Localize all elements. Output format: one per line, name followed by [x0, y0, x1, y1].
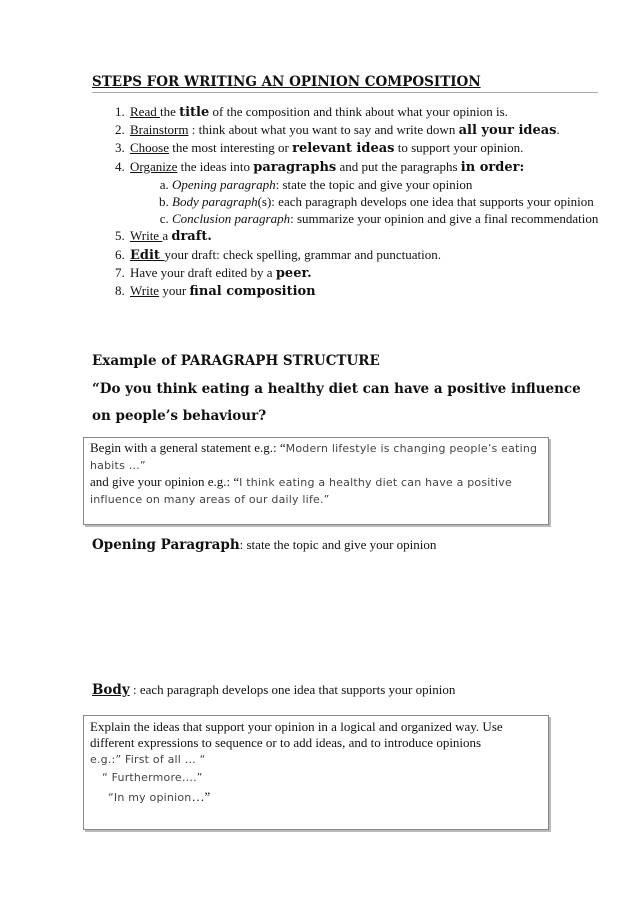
- general-statement-line: Begin with a general statement e.g.: “Modern lifestyle is changing people’s eating habits …”: [90, 440, 538, 472]
- list-item: 4. Organize the ideas into paragraphs and put the paragraphs in order: a. Opening paragraph: state the topic and give your opinion b. Body paragraph(s): each paragraph develops one idea that supports your opinion c. Conclusion paragraph: summarize your opinion and give a final recommendation: [128, 158, 628, 228]
- list-item: b. Body paragraph(s): each paragraph develops one idea that supports your opinion: [172, 193, 628, 210]
- list-item: 1. Read the title of the composition and think about what your opinion is.: [128, 103, 628, 121]
- steps-list: [92, 103, 628, 300]
- opinion-line: and give your opinion e.g.: “I think eating a healthy diet can have a positive influence on many areas of our daily life.”: [90, 474, 512, 506]
- list-item: a. Opening paragraph: state the topic and give your opinion: [172, 176, 628, 193]
- example-expression-2: “ Furthermore….”: [102, 771, 203, 784]
- body-instructions: Explain the ideas that support your opinion in a logical and organized way. Use different expressions to sequence or to add ideas, and to introduce opinions: [90, 719, 503, 750]
- list-item: 8. Write your final composition: [128, 282, 628, 300]
- list-item: 3. Choose the most interesting or relevant ideas to support your opinion.: [128, 139, 628, 157]
- list-item: c. Conclusion paragraph: summarize your opinion and give a final recommendation: [172, 210, 628, 227]
- list-item: 5. Write a draft.: [128, 227, 628, 245]
- example-question: “Do you think eating a healthy diet can have a positive influence on people’s behaviour?: [92, 381, 581, 424]
- list-item: 2. Brainstorm : think about what you want to say and write down all your ideas.: [128, 121, 628, 139]
- intro-example-box: [83, 437, 549, 525]
- paragraph-order-list: [130, 176, 628, 228]
- list-item: 6. Edit your draft: check spelling, grammar and punctuation.: [128, 246, 628, 264]
- example-expression-3: “In my opinion…”: [108, 789, 211, 804]
- body-example-box: [83, 715, 549, 830]
- page-title: STEPS FOR WRITING AN OPINION COMPOSITION: [92, 74, 598, 93]
- body-label: Body : each paragraph develops one idea that supports your opinion: [92, 682, 456, 698]
- example-heading: Example of PARAGRAPH STRUCTURE: [92, 353, 380, 369]
- example-expression-1: e.g.:” First of all … “: [90, 753, 206, 766]
- opening-paragraph-label: Opening Paragraph: state the topic and give your opinion: [92, 537, 437, 553]
- list-item: 7. Have your draft edited by a peer.: [128, 264, 628, 282]
